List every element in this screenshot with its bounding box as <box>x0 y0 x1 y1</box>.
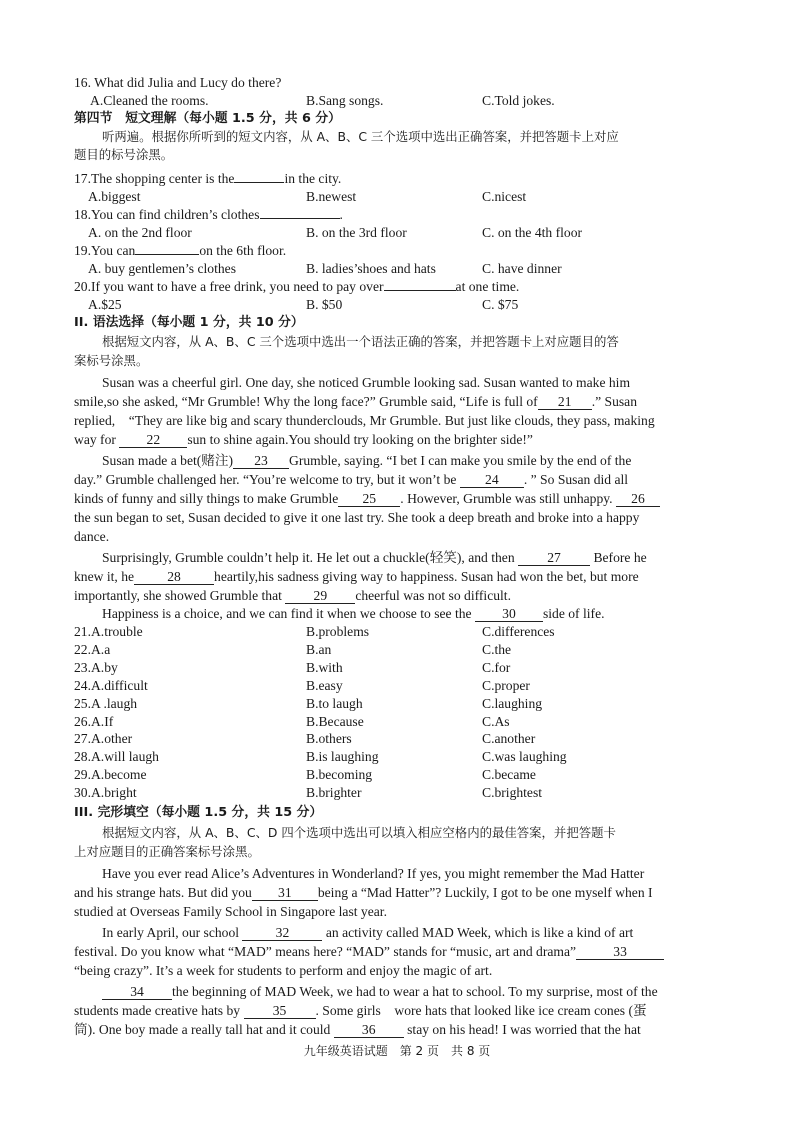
option-b: B.Sang songs. <box>306 93 384 108</box>
option-row <box>74 623 708 641</box>
option-b: B.brighter <box>306 785 362 801</box>
option-a: 29.A.become <box>74 767 147 783</box>
question-17-stem: 17.The shopping center is the in the city. <box>74 171 342 186</box>
passage-7-line: students made creative hats by 35 . Some girls wore hats that looked like ice cream cones (蛋 <box>74 1003 647 1018</box>
option-row <box>74 677 708 695</box>
option-a: 24.A.difficult <box>74 677 148 693</box>
passage-1-line: smile,so she asked, “Mr Grumble! Why the long face?” Grumble said, “Life is full of 21 .” Susan <box>74 394 637 409</box>
option-b: B.problems <box>306 624 370 639</box>
option-c: C.became <box>482 767 536 783</box>
option-b: B. ladies’shoes and hats <box>306 261 436 276</box>
option-a: 27.A.other <box>74 731 133 747</box>
option-a: A. buy gentlemen’s clothes <box>88 261 236 276</box>
option-b: B.others <box>306 731 352 747</box>
blank-33: 33 <box>576 944 664 960</box>
passage-1-line: replied, “They are like big and scary thunderclouds, Mr Grumble. But just like clouds, they pass, making <box>74 413 655 428</box>
passage-2-line: dance. <box>74 529 110 544</box>
option-c: C.Told jokes. <box>482 93 555 108</box>
blank-31: 31 <box>252 885 318 901</box>
option-row <box>74 748 708 766</box>
blank-28: 28 <box>134 569 214 585</box>
section-2-instruction-cont: 案标号涂黑。 <box>74 353 149 368</box>
passage-1-line: way for 22 sun to shine again.You should try looking on the brighter side!” <box>74 432 533 447</box>
option-b: B.is laughing <box>306 749 379 765</box>
option-a: 21.A.trouble <box>74 624 143 639</box>
passage-4-line: Happiness is a choice, and we can find it when we choose to see the 30 side of life. <box>102 606 605 621</box>
section-2-title: II. 语法选择（每小题 1 分，共 10 分） <box>74 315 304 330</box>
question-18-options <box>74 224 708 242</box>
passage-5-line: and his strange hats. But did you 31 being a “Mad Hatter”? Luckily, I got to be one myself when I <box>74 885 653 900</box>
option-c: C.was laughing <box>482 749 567 765</box>
blank-21: 21 <box>538 394 592 410</box>
blank-26: 26 <box>616 491 660 507</box>
option-c: C.for <box>482 659 511 675</box>
blank-32: 32 <box>242 925 322 941</box>
section-2-instruction: 根据短文内容，从 A、B、C 三个选项中选出一个语法正确的答案，并把答题卡上对应题目的答 <box>102 334 619 349</box>
option-row <box>74 784 708 802</box>
section-3-title: III. 完形填空（每小题 1.5 分，共 15 分） <box>74 805 323 820</box>
blank-29: 29 <box>285 588 355 604</box>
question-16-options <box>74 92 708 110</box>
option-row <box>74 766 708 784</box>
question-19-options <box>74 260 708 278</box>
option-b: B.becoming <box>306 767 373 783</box>
question-18-stem: 18.You can find children’s clothes . <box>74 207 343 222</box>
passage-2-line: Susan made a bet(赌注) 23 Grumble, saying. “I bet I can make you smile by the end of the <box>102 453 632 468</box>
passage-2-line: the sun began to set, Susan decided to give it one last try. She took a deep breath and broke into a happy <box>74 510 640 525</box>
option-row <box>74 659 708 677</box>
option-a: 26.A.If <box>74 713 114 729</box>
passage-6-line: “being crazy”. It’s a week for students to perform and enjoy the magic of art. <box>74 963 493 978</box>
option-b: B. $50 <box>306 297 343 312</box>
option-c: C. $75 <box>482 297 519 312</box>
section-4-title: 第四节 短文理解（每小题 1.5 分，共 6 分） <box>74 111 341 126</box>
option-b: B. on the 3rd floor <box>306 225 407 240</box>
question-19-stem: 19.You can on the 6th floor. <box>74 243 287 258</box>
passage-3-line: importantly, she showed Grumble that 29 cheerful was not so difficult. <box>74 588 511 603</box>
answer-blank <box>135 254 199 255</box>
passage-7-line: 筒). One boy made a really tall hat and it could 36 stay on his head! I was worried that the hat <box>74 1022 641 1037</box>
blank-23: 23 <box>233 453 289 469</box>
option-a: 28.A.will laugh <box>74 749 159 765</box>
passage-5-line: Have you ever read Alice’s Adventures in Wonderland? If yes, you might remember the Mad Hatter <box>102 866 645 881</box>
blank-34: 34 <box>102 984 172 1000</box>
option-a: 23.A.by <box>74 659 118 675</box>
option-c: C.proper <box>482 677 530 693</box>
option-a: 22.A.a <box>74 641 111 657</box>
option-a: 30.A.bright <box>74 785 137 801</box>
answer-blank <box>384 290 456 291</box>
option-c: C.nicest <box>482 189 527 204</box>
answer-blank <box>234 182 284 183</box>
passage-3-line: Surprisingly, Grumble couldn’t help it. He let out a chuckle(轻笑), and then 27 Before he <box>102 550 647 565</box>
blank-22: 22 <box>119 432 187 448</box>
option-a: A.biggest <box>88 189 141 204</box>
option-a: 25.A .laugh <box>74 695 138 711</box>
option-b: B.newest <box>306 189 357 204</box>
passage-5-line: studied at Overseas Family School in Singapore last year. <box>74 904 387 919</box>
section-3-instruction: 根据短文内容，从 A、B、C、D 四个选项中选出可以填入相应空格内的最佳答案，并把答题卡 <box>102 825 616 840</box>
option-c: C. on the 4th floor <box>482 225 583 240</box>
blank-30: 30 <box>475 606 543 622</box>
option-a: A.$25 <box>88 297 122 312</box>
option-c: C.another <box>482 731 536 747</box>
blank-24: 24 <box>460 472 524 488</box>
option-row <box>74 641 708 659</box>
passage-2-line: day.” Grumble challenged her. “You’re welcome to try, but it won’t be 24 . ” So Susan did all <box>74 472 629 487</box>
question-20-stem: 20.If you want to have a free drink, you need to pay over at one time. <box>74 279 520 294</box>
blank-36: 36 <box>334 1022 404 1038</box>
section-4-instruction: 听两遍。根据你所听到的短文内容，从 A、B、C 三个选项中选出正确答案，并把答题卡上对应 <box>102 129 619 144</box>
option-b: B.Because <box>306 713 364 729</box>
blank-27: 27 <box>518 550 590 566</box>
option-c: C. have dinner <box>482 261 562 276</box>
blank-25: 25 <box>338 491 400 507</box>
question-20-options <box>74 296 708 314</box>
option-row <box>74 713 708 731</box>
question-17-options <box>74 188 708 206</box>
passage-7-line: 34 the beginning of MAD Week, we had to wear a hat to school. To my surprise, most of the <box>74 983 736 1001</box>
option-row <box>74 730 708 748</box>
option-c: C.As <box>482 713 510 729</box>
option-b: B.with <box>306 659 343 675</box>
option-c: C.the <box>482 641 512 657</box>
question-16-stem: 16. What did Julia and Lucy do there? <box>74 75 282 90</box>
passage-6-line: In early April, our school 32 an activity called MAD Week, which is like a kind of art <box>102 925 634 940</box>
option-a: A.Cleaned the rooms. <box>90 93 209 108</box>
passage-3-line: knew it, he 28 heartily,his sadness giving way to happiness. Susan had won the bet, but more <box>74 569 639 584</box>
passage-1-line: Susan was a cheerful girl. One day, she noticed Grumble looking sad. Susan wanted to make him <box>102 375 631 390</box>
passage-6-line: festival. Do you know what “MAD” means here? “MAD” stands for “music, art and drama” 33 <box>74 943 708 961</box>
option-b: B.an <box>306 641 332 657</box>
option-b: B.easy <box>306 677 343 693</box>
option-a: A. on the 2nd floor <box>88 225 192 240</box>
section-3-instruction-cont: 上对应题目的正确答案标号涂黑。 <box>74 844 260 859</box>
page-footer: 九年级英语试题 第 2 页 共 8 页 <box>303 1044 491 1058</box>
option-b: B.to laugh <box>306 695 363 711</box>
option-c: C.laughing <box>482 695 543 711</box>
answer-blank <box>260 218 340 219</box>
option-c: C.differences <box>482 624 555 639</box>
option-row <box>74 695 708 713</box>
section-4-instruction-cont: 题目的标号涂黑。 <box>74 147 174 162</box>
passage-2-line: kinds of funny and silly things to make Grumble 25 . However, Grumble was still unhappy. 26 <box>74 490 708 508</box>
option-c: C.brightest <box>482 785 543 801</box>
blank-35: 35 <box>244 1003 316 1019</box>
